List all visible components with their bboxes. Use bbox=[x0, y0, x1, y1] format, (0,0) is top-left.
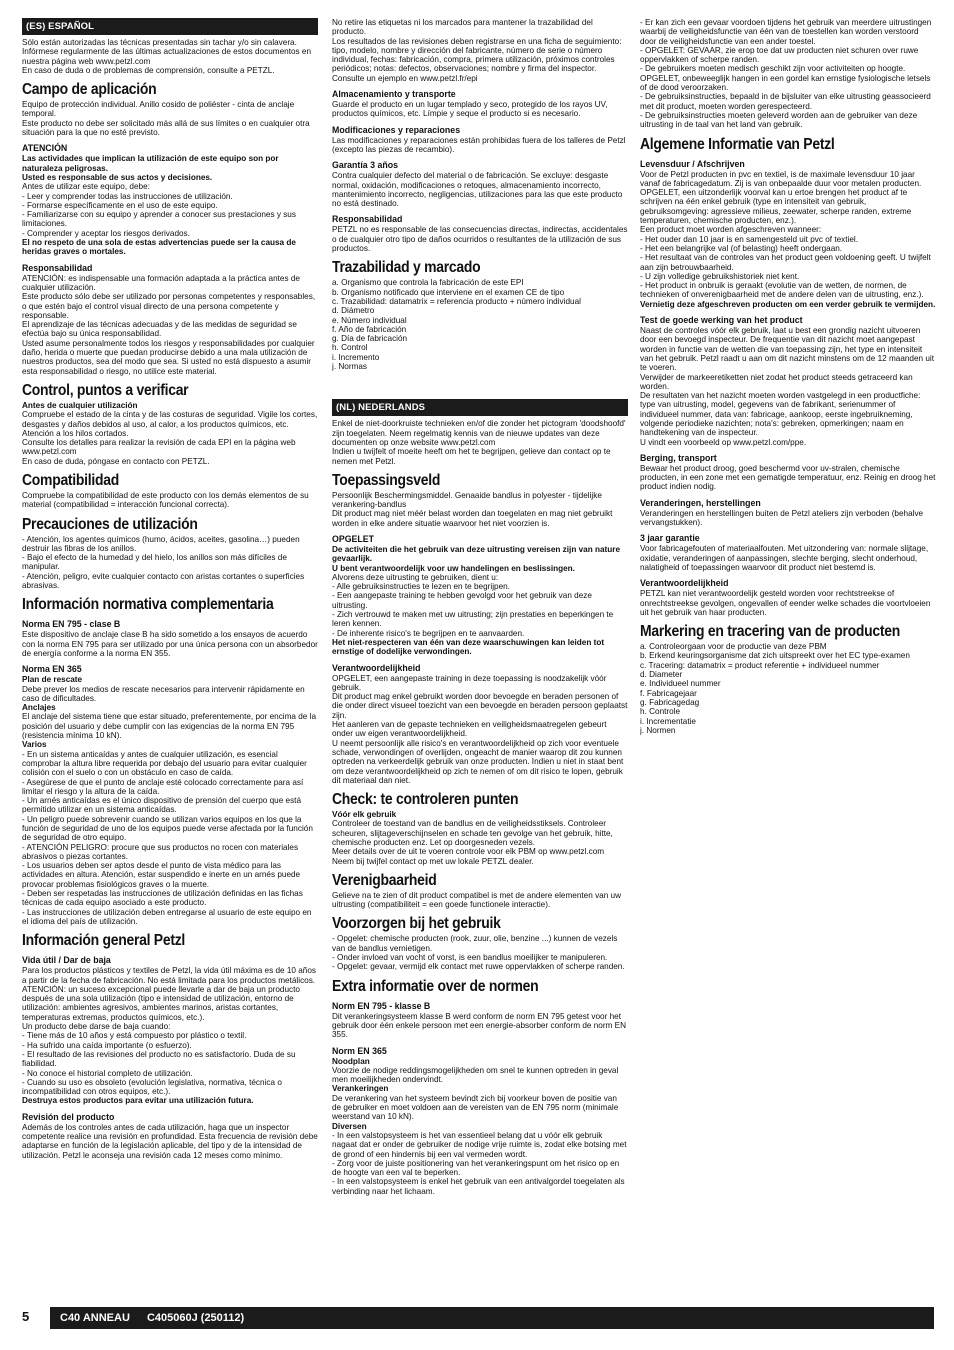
es-anclajes-heading: Anclajes bbox=[22, 703, 56, 713]
es-atencion-bold-1: Las actividades que implican la utilización de este equipo son por naturaleza peligrosas. Usted es responsable de sus actos y decisiones. bbox=[22, 154, 279, 182]
es-almacenamiento-text: Guarde el producto en un lugar templado y seco, protegido de los rayos UV, productos químicos, etc. Límpie y seque el producto si es necesario. bbox=[332, 100, 608, 119]
es-trazabilidad-list: a. Organismo que controla la fabricación de este EPI b. Organismo notificado que interviene en el examen CE de tipo c. Trazabilidad: datamatrix = referencia producto + número individual d. Diámetro e. Número individual f. Año de fabricación g. Día de fabricación h. Control i. Incremento j. Normas bbox=[332, 278, 581, 372]
nl-heading-check: Check: te controleren punten bbox=[332, 791, 519, 809]
nl-heading-en795: Norm EN 795 - klasse B bbox=[332, 1000, 431, 1011]
es-plan-heading: Plan de rescate bbox=[22, 675, 83, 685]
nl-verenigbaarheid-text: Gelieve na te zien of dit product compatibel is met de andere elementen van uw uitrusting (compatibiliteit = een goede functionele interactie). bbox=[332, 890, 622, 910]
nl-garantie-text: Voor fabricagefouten of materiaalfouten. Met uitzondering van: normale slijtage, oxidatie, veranderingen of aanpassingen, slechte berging, slecht onderhoud, nalatigheid of toepassingen waarvoor dit product niet bestemd is. bbox=[640, 544, 929, 572]
es-heading-almacenamiento: Almacenamiento y transporte bbox=[332, 89, 456, 100]
es-heading-campo: Campo de aplicación bbox=[22, 81, 157, 99]
es-anclajes-text: El anclaje del sistema tiene que estar situado, preferentemente, por encima de la posición del usuario y debe cumplir con las exigencias de la norma EN 795 (resistencia mínima 10 kN). bbox=[22, 712, 317, 741]
page-number: 5 bbox=[22, 1309, 30, 1324]
es-heading-en795: Norma EN 795 - clase B bbox=[22, 619, 121, 630]
nl-heading-en365: Norm EN 365 bbox=[332, 1045, 387, 1056]
nl-test-text: Naast de controles vóór elk gebruik, laat u best een grondig nazicht uitvoeren door een bevoegd inspecteur. De frequentie van dit nazicht moet aangepast worden in functie van de wetten die van toepassing zijn, het type en intensiteit van het gebruik. Petzl raadt u aan om dit nazicht minstens om de 12 maanden uit te voeren. Verwijder de markeeretiketten niet zodat het product steeds getraceerd kan worden. De resultaten van het nazicht moeten worden vastgelegd in een productfiche: type van uitrusting, model, gegevens van de fabrikant, serienummer of individueel nummer, data van: fabricage, aankoop, eerste ingebruikneming, volgende periodieke nazichten; nota's: gebreken, opmerkingen; naam en handtekening van de inspecteur. U vindt een voorbeeld op www.petzl.com/ppe. bbox=[640, 326, 935, 447]
es-vida-bold: Destruya estos productos para evitar una utilización futura. bbox=[22, 1096, 254, 1106]
column-3 bbox=[640, 18, 936, 1298]
nl-heading-verenigbaarheid: Verenigbaarheid bbox=[332, 871, 437, 889]
nl-heading-berging: Berging, transport bbox=[640, 452, 717, 463]
footer-reference: C405060J (250112) bbox=[146, 1312, 245, 1324]
nl-heading-test: Test de goede werking van het product bbox=[640, 315, 803, 326]
nl-verankeringen-heading: Verankeringen bbox=[332, 1084, 389, 1094]
es-vida-text: Para los productos plásticos y textiles de Petzl, la vida útil máxima es de 10 años a partir de la fecha de fabricación. No está limitada para los productos metálicos. ATENCIÓN: un suceso excepcional puede llevarle a dar de baja un producto después de una sola utilización (tipo e intensidad de utilización, entorno de utilización: ambientes agresivos, ambientes marinos, aristas cortantes, temperaturas extremas, productos químicos, etc.). Un producto debe darse de baja cuando: - Tiene más de 10 años y está compuesto por plástico o textil. - Ha sufrido una caída importante (o esfuerzo). - El resultado de las revisiones del producto no es satisfactorio. Duda de su fiabilidad. - No conoce el historial completo de utilización. - Cuando su uso es obsoleto (evolución legislativa, normativa, técnica o incompatibilidad con otros equipos, etc.). bbox=[22, 966, 316, 1097]
es-heading-compatibilidad: Compatibilidad bbox=[22, 471, 119, 489]
es-plan-text: Debe prever los medios de rescate necesarios para intervenir rápidamente en caso de dificultades. bbox=[22, 684, 305, 703]
nl-heading-verantwoordelijkheid: Verantwoordelijkheid bbox=[332, 662, 421, 673]
nl-heading-verantwoordelijkheid-2: Verantwoordelijkheid bbox=[640, 578, 729, 589]
es-modificaciones-text: Las modificaciones y reparaciones están prohibidas fuera de los talleres de Petzl (excepto las piezas de recambio). bbox=[332, 135, 626, 154]
es-campo-text: Equipo de protección individual. Anillo cosido de poliéster - cinta de anclaje temporal. Este producto no debe ser solicitado más allá de sus límites o en cualquier otra situación para la que no esté previsto. bbox=[22, 100, 310, 138]
es-compat-text: Compruebe la compatibilidad de este producto con los demás elementos de su material (compatibilidad = interacción funcional correcta). bbox=[22, 490, 309, 510]
es-responsabilidad-text: ATENCIÓN: es indispensable una formación adaptada a la práctica antes de cualquier utilización. Este producto sólo debe ser utilizado por personas competentes y responsables, o que estén bajo el control visual directo de una persona competente y responsable. El aprendizaje de las técnicas adecuadas y de las medidas de seguridad se efectúa bajo su única responsabilidad. Usted asume personalmente todos los riesgos y responsabilidades por cualquier daño, herida o muerte que puedan producirse debido a una mala utilización de nuestros productos, sea del modo que sea. Si usted no está dispuesto a asumir esta responsabilidad o riesgo, no utilice este material. bbox=[22, 273, 316, 376]
es-heading-en365: Norma EN 365 bbox=[22, 664, 82, 675]
nl-check-text: Controleer de toestand van de bandlus en de veiligheidsstiksels. Controleer scheuren, slijtageverschijnselen en schade ten gevolge van het gebruik, hitte, chemische producten enz. Let op doorgesneden vezels. Meer details over de uit te voeren controle voor elk PBM op www.petzl.com Neem bij twijfel contact op met uw lokale PETZL dealer. bbox=[332, 819, 613, 866]
es-heading-vida: Vida útil / Dar de baja bbox=[22, 955, 111, 966]
nl-heading-algemene: Algemene Informatie van Petzl bbox=[640, 135, 835, 153]
nl-opgelet-bold-1: De activiteiten die het gebruik van deze uitrusting vereisen zijn van nature gevaarlijk. U bent verantwoordelijk voor uw handelingen en beslissingen. bbox=[332, 544, 621, 573]
es-precauciones-text: - Atención, los agentes químicos (humo, ácidos, aceites, gasolina…) pueden destruir las fibras de los anillos. - Bajo el efecto de la humedad y del hielo, los anillos son más difíciles de manipular. - Atención, peligro, evite cualquier contacto con aristas cortantes o superficies abrasivas. bbox=[22, 534, 305, 591]
es-heading-general: Información general Petzl bbox=[22, 932, 186, 950]
nl-verankeringen-text: De verankering van het systeem bevindt zich bij voorkeur boven de positie van de gebruiker en moet voldoen aan de vereisten van de EN 795 norm (minimale weerstand van 10 kN). bbox=[332, 1093, 619, 1122]
es-heading-responsabilidad-2: Responsabilidad bbox=[332, 214, 403, 225]
es-control-text: Compruebe el estado de la cinta y de las costuras de seguridad. Vigile los cortes, desgastes y daños debidos al uso, al calor, a los productos químicos, etc. Atención a los hilos cortados. Consulte los detalles para realizar la revisión de cada EPI en la página web www.petzl.com En caso de duda, póngase en contacto con PETZL. bbox=[22, 410, 318, 466]
nl-opgelet-bold-2: Het niet-respecteren van één van deze waarschuwingen kan leiden tot ernstige of dodelijke verwondingen. bbox=[332, 637, 605, 657]
nl-diversen-text: - In een valstopsysteem is het van essentieel belang dat u vóór elk gebruik nagaat dat er onder de gebruiker de nodige vrije ruimte is, zodat elke botsing met de grond of een hindernis bij een val vermeden wordt. - Zorg voor de juiste positionering van het verankeringspunt om het risico op en de hoogte van een val te beperken. - In een valstopsysteem is enkel het gebruik van een antivalgordel toegelaten als verbinding naar het lichaam. bbox=[332, 1130, 627, 1196]
es-en795-text: Este dispositivo de anclaje clase B ha sido sometido a los ensayos de acuerdo con la norma EN 795 para ser utilizado por una única persona con un absorbedor de energía conforme a la norma EN 355. bbox=[22, 630, 318, 658]
nl-levensduur-bold: Vernietig deze afgeschreven producten om een verder gebruik te vermijden. bbox=[640, 299, 936, 309]
es-heading-trazabilidad: Trazabilidad y marcado bbox=[332, 259, 481, 277]
es-heading-garantia: Garantía 3 años bbox=[332, 160, 399, 171]
nl-heading-toepassingsveld: Toepassingsveld bbox=[332, 471, 441, 489]
es-intro: Sólo están autorizadas las técnicas presentadas sin tachar y/o sin calavera. Infórmese regularmente de las últimas actualizaciones de estos documentos en nuestra página web www.petzl.com En caso de duda o de problemas de comprensión, consulte a PETZL. bbox=[22, 38, 311, 75]
nl-heading-veranderingen: Veranderingen, herstellingen bbox=[640, 497, 761, 508]
es-responsabilidad-2-text: PETZL no es responsable de las consecuencias directas, indirectas, accidentales o de cualquier otro tipo de daños ocurridos o resultantes de la utilización de sus productos. bbox=[332, 225, 628, 254]
nl-markering-list: a. Controleorgaan voor de productie van deze PBM b. Erkend keuringsorganisme dat zich uitspreekt over het EC type-examen c. Tracering: datamatrix = product referentie + individueel nummer d. Diameter e. Individueel nummer f. Fabricagejaar g. Fabricagedag h. Controle i. Incrementatie j. Normen bbox=[640, 642, 910, 735]
nl-heading-opgelet: OPGELET bbox=[332, 533, 375, 544]
nl-heading-extra-normen: Extra informatie over de normen bbox=[332, 977, 539, 995]
language-header-es: (ES) ESPAÑOL bbox=[22, 18, 318, 35]
es-heading-normativa: Información normativa complementaria bbox=[22, 596, 274, 614]
es-varios-heading: Varios bbox=[22, 740, 47, 750]
column-spanish-1 bbox=[22, 18, 318, 1298]
es-heading-atencion: ATENCIÓN bbox=[22, 143, 68, 154]
es-revision-text: Además de los controles antes de cada utilización, haga que un inspector competente realice una revisión en profundidad. Esta frecuencia de revisión debe adaptarse en función de la legislación aplicable, del tipo y de la intensidad de utilización. Petzl le aconseja una revisión cada 12 meses como mínimo. bbox=[22, 1122, 318, 1160]
nl-veranderingen-text: Veranderingen en herstellingen buiten de Petzl ateliers zijn verboden (behalve vervangstukken). bbox=[640, 508, 924, 528]
nl-noodplan-heading: Noodplan bbox=[332, 1056, 370, 1066]
es-heading-revision: Revisión del producto bbox=[22, 1111, 115, 1122]
es-control-sub: Antes de cualquier utilización bbox=[22, 400, 138, 410]
nl-opgelet-text: Alvorens deze uitrusting te gebruiken, dient u: - Alle gebruiksinstructies te lezen en te begrijpen. - Een aangepaste training te hebben gevolgd voor het gebruik van deze uitrusting. - Zich vertrouwd te maken met uw uitrusting; zijn prestaties en beperkingen te leren kennen. - De inherente risico's te begrijpen en te aanvaarden. bbox=[332, 572, 614, 638]
es-garantia-text: Contra cualquier defecto del material o de fabricación. Se excluye: desgaste normal, oxidación, modificaciones o retoques, almacenamiento incorrecto, mantenimiento incorrecto, negligencias, utilizaciones para las que este producto no está destinado. bbox=[332, 171, 623, 209]
nl-heading-garantie: 3 jaar garantie bbox=[640, 533, 700, 544]
footer-bar bbox=[50, 1307, 934, 1329]
nl-berging-text: Bewaar het product droog, goed beschermd voor uv-stralen, chemische producten, in een zone met een gematigde temperatuur, enz. Reinig en droog het product indien nodig. bbox=[640, 463, 936, 492]
language-header-nl: (NL) NEDERLANDS bbox=[332, 399, 628, 416]
footer-product: C40 ANNEAU bbox=[60, 1312, 130, 1324]
nl-noodplan-text: Voorzie de nodige reddingsmogelijkheden om snel te kunnen optreden in geval men moeilijkheden ondervindt. bbox=[332, 1065, 619, 1085]
nl-intro: Enkel de niet-doorkruiste technieken en/of die zonder het pictogram 'doodshoofd' zijn toegelaten. Neem regelmatig kennis van de nieuwe updates van deze documenten op onze website www.petzl.com Indien u twijfelt of moeite heeft om het te begrijpen, gelieve dan contact op te nemen met Petzl. bbox=[332, 419, 626, 466]
column-2 bbox=[332, 18, 628, 1298]
es-heading-control: Control, puntos a verificar bbox=[22, 381, 189, 399]
nl-toepassingsveld-text: Persoonlijk Beschermingsmiddel. Genaaide bandlus in polyester - tijdelijke verankering-bandlus Dit product mag niet méér belast worden dan toegelaten en mag niet gebruikt worden in elke andere situatie waarvoor het niet voorzien is. bbox=[332, 490, 613, 528]
nl-check-sub: Vóór elk gebruik bbox=[332, 810, 397, 820]
es-heading-precauciones: Precauciones de utilización bbox=[22, 515, 198, 533]
es-atencion-text: Antes de utilizar este equipo, debe: - Leer y comprender todas las instrucciones de utilización. - Formarse específicamente en el uso de este equipo. - Familiarizarse con su equipo y aprender a conocer sus prestaciones y sus limitaciones. - Comprender y aceptar los riesgos derivados. bbox=[22, 182, 296, 238]
nl-en795-text: Dit verankeringsysteem klasse B werd conform de norm EN 795 getest voor het gebruik door één enkele persoon met een energie-absorber conform de norm EN 355. bbox=[332, 1011, 627, 1040]
nl-heading-voorzorgen: Voorzorgen bij het gebruik bbox=[332, 915, 501, 933]
es-atencion-bold-2: El no respeto de una sola de estas advertencias puede ser la causa de heridas graves o mortales. bbox=[22, 238, 296, 257]
nl-heading-levensduur: Levensduur / Afschrijven bbox=[640, 158, 745, 169]
es-heading-modificaciones: Modificaciones y reparaciones bbox=[332, 124, 461, 135]
nl-diversen-cont: - Er kan zich een gevaar voordoen tijdens het gebruik van meerdere uitrustingen waarbij de veiligheidsfunctie van één van de toestellen kan worden verstoord door de veiligheidsfunctie van een ander toestel. - OPGELET: GEVAAR, zie erop toe dat uw producten niet schuren over ruwe oppervlakken of scherpe randen. - De gebruikers moeten medisch geschikt zijn voor activiteiten op hoogte. OPGELET, onbeweeglijk hangen in een gordel kan ernstige fysiologische letsels of de dood veroorzaken. - De gebruiksinstructies, bepaald in de bijsluiter van elke uitrusting geassocieerd met dit product, moeten worden gerespecteerd. - De gebruiksinstructies moeten geleverd worden aan de gebruiker van deze uitrusting in de taal van het land van gebruik. bbox=[640, 18, 932, 130]
page-footer bbox=[22, 1307, 934, 1329]
es-heading-responsabilidad: Responsabilidad bbox=[22, 262, 93, 273]
nl-levensduur-text: Voor de Petzl producten in pvc en textiel, is de maximale levensduur 10 jaar vanaf de fabricagedatum. Zij is van onbepaalde duur voor metalen producten. OPGELET, een uitzonderlijk voorval kan u ertoe brengen het product af te schrijven na één enkel gebruik (type en intensiteit van gebruik, gebruiksomgeving: agressieve milieus, zeewater, scherpe randen, extreme temperaturen, chemische producten, enz.). Een product moet worden afgeschreven wanneer: - Het ouder dan 10 jaar is en samengesteld uit pvc of textiel. - Het een belangrijke val (of belasting) heeft ondergaan. - Het resultaat van de controles van het product geen voldoening geeft. U twijfelt aan zijn betrouwbaarheid. - U zijn volledige gebruikshistoriek niet kent. - Het product in onbruik is geraakt (evolutie van de wetten, de normen, de technieken of onverenigbaarheid met de andere delen van de uitrusting, enz.). bbox=[640, 169, 931, 300]
nl-heading-markering: Markering en tracering van de producten bbox=[640, 623, 901, 641]
nl-verantwoordelijkheid-text: OPGELET, een aangepaste training in deze toepassing is noodzakelijk vóór gebruik. Dit product mag enkel gebruikt worden door bevoegde en beraden personen of die onder direct visueel toezicht van een bevoegde en beraden persoon geplaatst zijn. Het aanleren van de gepaste technieken en veiligheidsmaatregelen gebeurt onder uw eigen verantwoordelijkheid. U neemt persoonlijk alle risico's en verantwoordelijkheid op zich voor eventuele schade, verwondingen of overlijden, ongeacht de manier waarop dit zou kunnen optreden na verkeerdelijk gebruik van onze producten. Indien u niet in staat bent om deze verantwoordelijkheid op zich te nemen of om dit risico te lopen, gebruik dit materiaal dan niet. bbox=[332, 673, 628, 785]
nl-diversen-heading: Diversen bbox=[332, 1121, 367, 1131]
nl-verantwoordelijkheid-2-text: PETZL kan niet verantwoordelijk gesteld worden voor rechtstreekse of onrechtstreekse gevolgen, ongevallen of eender welke schades die voortvloeien uit het gebruik van haar producten. bbox=[640, 589, 931, 617]
es-varios-text: - En un sistema anticaídas y antes de cualquier utilización, es esencial comprobar la altura libre requerida por debajo del usuario para evitar cualquier colisión con el suelo o con un obstáculo en caso de caída. - Asegúrese de que el punto de anclaje esté colocado correctamente para así limitar el riesgo y la altura de la caída. - Un arnés anticaídas es el único dispositivo de prensión del cuerpo que está permitido utilizar en un sistema anticaídas. - Un peligro puede sobrevenir cuando se utilizan varios equipos en los que la función de seguridad de uno de los equipos puede verse afectada por la función de seguridad de otro equipo. - ATENCIÓN PELIGRO: procure que sus productos no rocen con materiales abrasivos o piezas cortantes. - Los usuarios deben ser aptos desde el punto de vista médico para las actividades en altura. Atención, estar suspendido e inerte en un arnés puede provocar problemas fisiológicos graves o la muerte. - Deben ser respetadas las instrucciones de utilización definidas en las fichas técnicas de cada equipo asociado a este producto. - Las instrucciones de utilización deben entregarse al usuario de este equipo en el idioma del país de utilización. bbox=[22, 749, 313, 926]
es-revision-cont: No retire las etiquetas ni los marcados para mantener la trazabilidad del producto. Los resultados de las revisiones deben registrarse en una ficha de seguimiento: tipo, modelo, nombre y dirección del fabricante, número de serie o número individual, fechas: fabricación, compra, primera utilización, próximos controles periódicos; notas: defectos, observaciones; nombre y firma del inspector. Consulte un ejemplo en www.petzl.fr/epi bbox=[332, 18, 622, 83]
nl-voorzorgen-text: - Opgelet: chemische producten (rook, zuur, olie, benzine ...) kunnen de vezels van de bandlus vernietigen. - Onder invloed van vocht of vorst, is een bandlus moeilijker te manipuleren. - Opgelet: gevaar, vermijd elk contact met ruwe oppervlakken of scherpe randen. bbox=[332, 934, 625, 972]
